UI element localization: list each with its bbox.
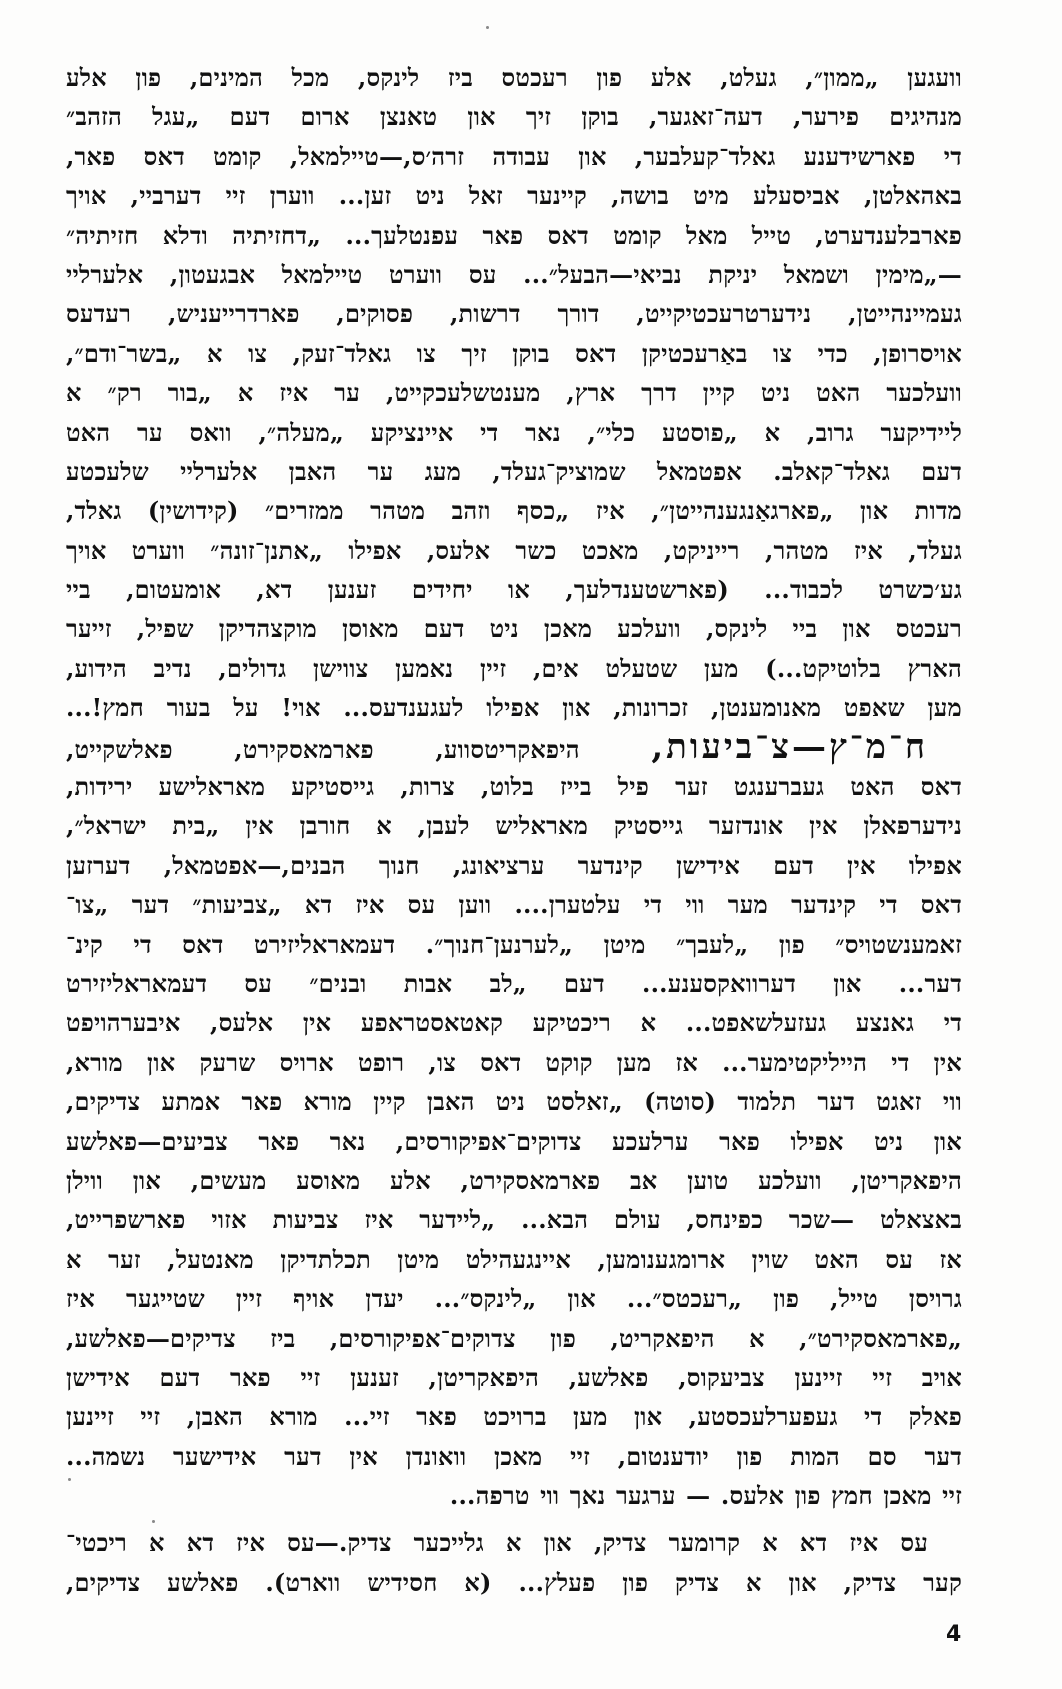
text-line-paragraph-end: זיי מאכן חמץ פון אלעס. — ערגער נאך ווי טרפה... xyxy=(449,1481,962,1511)
text-line: מדות און „פארגאַנגענהייטן״, איז „כסף וזהב מטהר ממזרים״ (קידושין) גאלד, xyxy=(66,496,962,526)
scan-speck xyxy=(486,26,489,29)
text-line: דעם גאלד־קאלב. אפטמאל שמוציק־געלד, מעג ער האבן אלערליי שלעכטע xyxy=(66,456,962,486)
text-line: אפילו אין דעם אידישן קינדער ערציאונג, חנוך הבנים,—אפטמאל, דערזען xyxy=(66,850,962,880)
text-line: דאס די קינדער מער ווי די עלטערן.... ווען עס איז דא „צביעות״ דער „צו־ xyxy=(66,890,962,920)
text-line: היפאקריטן, וועלכע טוען אב פארמאסקירט, אלע מאוסע מעשים, און ווילן xyxy=(66,1165,962,1195)
text-line: די פארשידענע גאלד־קעלבער, און עבודה זרה׳ס,—טיילמאל, קומט דאס פאר, xyxy=(66,141,962,171)
page-number: 4 xyxy=(946,1622,962,1647)
text-line: וועלכער האט ניט קיין דרך ארץ, מענטשלעכקייט, ער איז א „בור רק״ א xyxy=(66,378,962,408)
text-line: די גאנצע געזעלשאפט... א ריכטיקע קאטאסטראפע אין אלעס, איבערהויפט xyxy=(66,1008,962,1038)
scan-speck xyxy=(152,1520,155,1523)
text-line: דאס האט געברענגט זער פיל בייז בלוט, צרות, גייסטיקע מאראלישע ירידות, xyxy=(66,772,962,802)
text-line: מנהיגים פירער, דעה־זאגער, בוקן זיך און טאנצן ארום דעם „עגל הזהב״ xyxy=(66,102,962,132)
section-heading-line xyxy=(66,728,962,767)
text-line: פארבלענדערט, טייל מאל קומט דאס פאר עפנטלעך... „דחזיתיה ודלא חזיתיה״ xyxy=(66,220,962,250)
text-line: זאמענשטויס״ פון „לעבך״ מיטן „לערנען־חנוך״. דעמאראליזירט דאס די קינ־ xyxy=(66,929,962,959)
text-line: „פארמאסקירט״, א היפאקריט, פון צדוקים־אפיקורסים, ביז צדיקים—פאלשע, xyxy=(66,1323,962,1353)
text-line: הארץ בלוטיקט...) מען שטעלט אים, זיין נאמען צווישן גדולים, נדיב הידוע, xyxy=(66,653,962,683)
heading-line-rest: היפאקריטסווע, פארמאסקירט, פאלשקייט, xyxy=(66,734,580,764)
text-line: ווי זאגט דער תלמוד (סוטה) „זאלסט ניט האבן קיין מורא פאר אמתע צדיקים, xyxy=(66,1087,962,1117)
text-line: דער סם המות פון יודענטום, זיי מאכן וואונדן אין דער אידישער נשמה... xyxy=(66,1441,962,1471)
text-line: ליידיקער גרוב, א „פוסטע כלי״, נאר די איינציקע „מעלה״, וואס ער האט xyxy=(66,417,962,447)
text-line: אויב זיי זיינען צביעקוס, פאלשע, היפאקריטן, זענען זיי פאר דעם אידישן xyxy=(66,1362,962,1392)
text-line: מען שאפט מאנומענטן, זכרונות, און אפילו לעגענדעס... אוי! על בעור חמץ!... xyxy=(66,693,962,723)
text-line: —„מימין ושמאל יניקת נביאי—הבעל״... עס ווערט טיילמאל אבגעטון, אלערליי xyxy=(66,259,962,289)
text-line: רעכטס און ביי לינקס, וועלכע מאכן ניט דעם מאוסן מוקצהדיקן שפיל, זייער xyxy=(66,614,962,644)
text-line: אז עס האט שוין ארומגענומען, איינגעהילט מיטן תכלתדיקן מאנטעל, זער א xyxy=(66,1244,962,1274)
text-line: גרויסן טייל, פון „רעכטס״... און „לינקס״... יעדן אויף זיין שטייגער איז xyxy=(66,1284,962,1314)
text-line: באצאלט —שכר כפינחס, עולם הבא... „ליידער איז צביעות אזוי פארשפרייט, xyxy=(66,1205,962,1235)
text-line: דער... און דערוואקסענע... דעם „לב אבות ובנים״ עס דעמאראליזירט xyxy=(66,968,962,998)
text-line: פאלק די געפערלעכסטע, און מען ברויכט פאר זיי... מורא האבן, זיי זיינען xyxy=(66,1402,962,1432)
text-line: געמיינהייטן, נידערטרעכטיקייט, דורך דרשות, פסוקים, פארדרייעניש, רעדעס xyxy=(66,299,962,329)
text-line: וועגען „ממון״, געלט, אלע פון רעכטס ביז לינקס, מכל המינים, פון אלע xyxy=(66,63,962,92)
text-line: אויסרופן, כדי צו באַרעכטיקן דאס בוקן זיך צו גאלד־זעק, צו א „בשר־ודם״, xyxy=(66,338,962,368)
section-heading: ח־מ־ץ—צ־ביעות, xyxy=(651,727,928,767)
text-line: און ניט אפילו פאר ערלעכע צדוקים־אפיקורסים, נאר פאר צביעים—פאלשע xyxy=(66,1126,962,1156)
text-line-paragraph-start: עס איז דא א קרומער צדיק, און א גלייכער צדיק.—עס איז דא א ריכטי־ xyxy=(66,1528,928,1558)
text-line: אין די הייליקטימער... אז מען קוקט דאס צו, רופט ארויס שרעק און מורא, xyxy=(66,1047,962,1077)
text-line: באהאלטן, אביסעלע מיט בושה, קיינער זאל ניט זען... ווערן זיי דערביי, אויך xyxy=(66,181,962,211)
body-text xyxy=(66,58,962,1602)
text-line: געלד, איז מטהר, רייניקט, מאכט כשר אלעס, אפילו „אתנן־זונה״ ווערט אויך xyxy=(66,535,962,565)
text-line: גע׳כשרט לכבוד... (פארשטענדלעך, או יחידים זענען דא, אומעטום, ביי xyxy=(66,575,962,605)
text-line: נידערפאלן אין אונדזער גייסטיק מאראליש לעבן, א חורבן אין „בית ישראל״, xyxy=(66,811,962,841)
text-line: קער צדיק, און א צדיק פון פעלץ... (א חסידיש ווארט). פאלשע צדיקים, xyxy=(66,1567,962,1597)
scan-speck xyxy=(68,1478,71,1481)
